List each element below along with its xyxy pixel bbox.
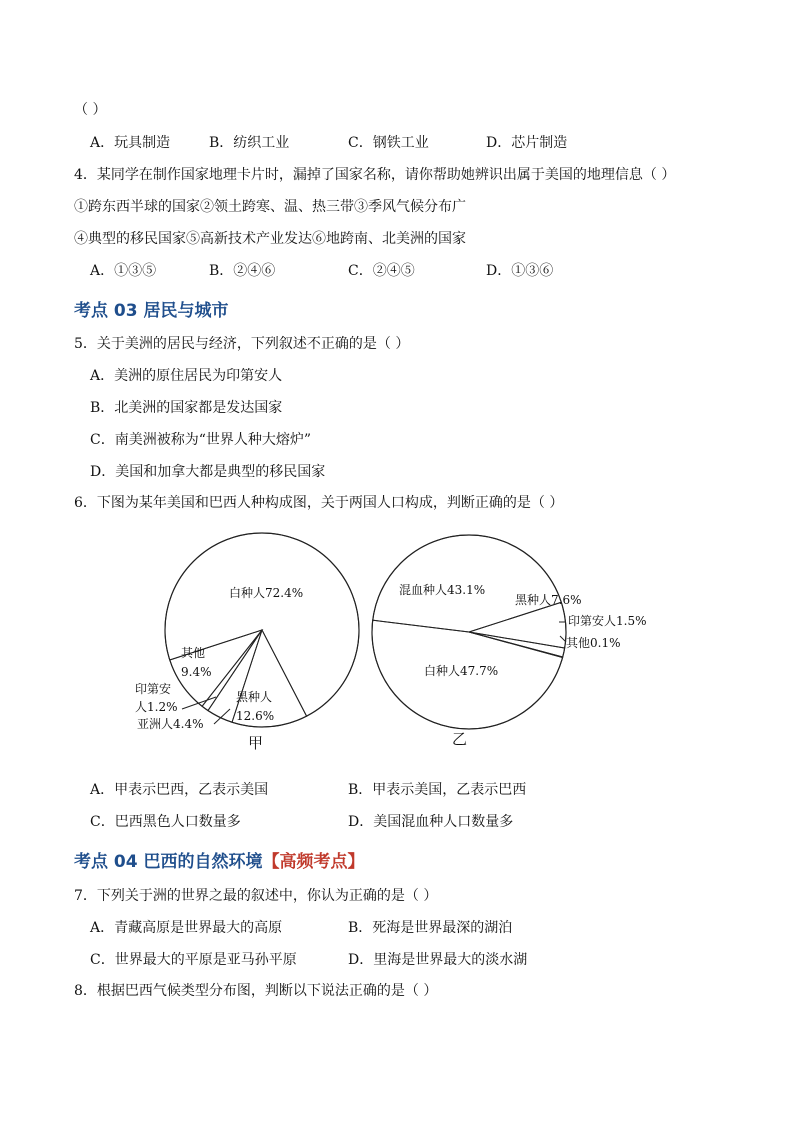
q5-option-c: C．南美洲被称为“世界人种大熔炉” [90,432,312,448]
q3-option-a: A．玩具制造 [90,135,171,151]
q4-option-a: A．①③⑤ [90,263,157,279]
q4-option-c: C．②④⑤ [348,263,415,279]
pie-chart-jia [135,533,359,752]
q7-option-b: B．死海是世界最深的湖泊 [348,920,513,936]
q7-option-d: D．里海是世界最大的淡水湖 [348,952,528,968]
q5-option-a: A．美洲的原住居民为印第安人 [90,368,283,384]
q6-option-a: A．甲表示巴西，乙表示美国 [90,782,269,798]
q4-info-line-2: ④典型的移民国家⑤高新技术产业发达⑥地跨南、北美洲的国家 [74,231,466,247]
q6-option-b: B．甲表示美国，乙表示巴西 [348,782,527,798]
q3-option-d: D．芯片制造 [486,135,568,151]
pie-jia-label-asian: 亚洲人4.4% [137,717,204,731]
pie-jia-label-black-1: 黑种人 [236,690,273,704]
q5-option-d: D．美国和加拿大都是典型的移民国家 [90,464,326,480]
q4-info-line-1: ①跨东西半球的国家②领土跨寒、温、热三带③季风气候分布广 [74,199,466,215]
section-heading-04 [74,847,365,872]
pie-yi-label-black: 黑种人7.6% [515,593,582,607]
pie-yi-label-other: 其他0.1% [566,636,621,650]
q3-paren: （ ） [74,102,107,118]
section-heading-04-highlight: 【高频考点】 [262,852,365,872]
q5-option-b: B．北美洲的国家都是发达国家 [90,400,283,416]
q3-option-b: B．纺织工业 [209,135,290,151]
pie-jia-label-other-2: 9.4% [181,665,212,679]
q8-stem: 8．根据巴西气候类型分布图，判断以下说法正确的是（ ） [74,983,438,999]
q6-option-d: D．美国混血种人口数量多 [348,814,514,830]
section-heading-04-label: 考点 04 巴西的自然环境 [74,852,263,872]
q7-stem: 7．下列关于洲的世界之最的叙述中，你认为正确的是（ ） [74,888,438,904]
q6-option-c: C．巴西黑色人口数量多 [90,814,241,830]
q6-stem: 6．下图为某年美国和巴西人种构成图，关于两国人口构成，判断正确的是（ ） [74,495,564,511]
q4-option-b: B．②④⑥ [209,263,276,279]
pie-jia-label-indian-1: 印第安 [135,682,172,696]
pie-yi-label-white: 白种人47.7% [424,664,499,678]
pie-yi-label-mixed: 混血种人43.1% [399,583,486,597]
q3-option-c: C．钢铁工业 [348,135,429,151]
q7-option-a: A．青藏高原是世界最大的高原 [90,920,283,936]
pie-jia-label-white: 白种人72.4% [229,586,304,600]
pie-jia-label-other-1: 其他 [181,646,206,660]
pie-yi-title: 乙 [452,730,468,748]
q7-option-c: C．世界最大的平原是亚马孙平原 [90,952,297,968]
section-heading-03: 考点 03 居民与城市 [74,301,229,321]
pie-yi-label-indian: 印第安人1.5% [568,614,647,628]
pie-jia-title: 甲 [248,734,264,752]
pie-jia-label-black-2: 12.6% [236,709,275,723]
q4-stem: 4．某同学在制作国家地理卡片时，漏掉了国家名称，请你帮助她辨识出属于美国的地理信息（ ） [74,167,676,183]
q4-option-d: D．①③⑥ [486,263,554,279]
pie-jia-label-indian-2: 人1.2% [135,700,178,714]
pie-chart-yi [372,535,647,748]
q5-stem: 5．关于美洲的居民与经济，下列叙述不正确的是（ ） [74,336,410,352]
